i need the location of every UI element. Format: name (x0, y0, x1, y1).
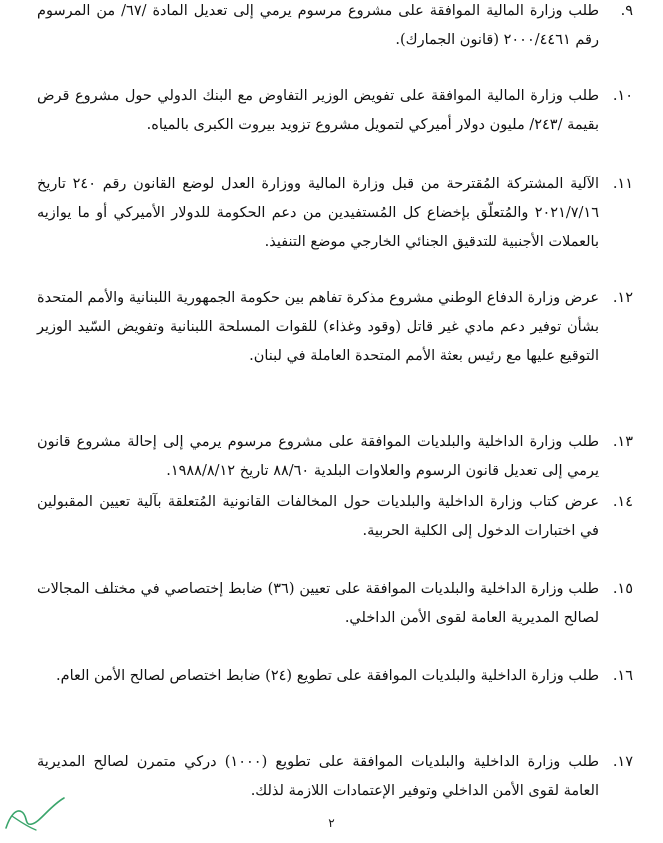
item-text: طلب وزارة المالية الموافقة على تفويض الوزير التفاوض مع البنك الدولي حول مشروع قرض بقيمة /٢٤٣/ مليون دولار أميركي لتمويل مشروع تزويد بيروت الكبرى بالمياه. (37, 88, 599, 133)
item-text: طلب وزارة المالية الموافقة على مشروع مرسوم يرمي إلى تعديل المادة /٦٧/ من المرسوم رقم ٢٠٠٠/٤٤٦١ (قانون الجمارك). (37, 3, 599, 48)
item-number: ١٧. (612, 754, 633, 770)
item-number: ١٢. (612, 290, 633, 306)
item-text: الآلية المشتركة المُقترحة من قبل وزارة المالية ووزارة العدل لوضع القانون رقم ٢٤٠ تاريخ ٢٠٢١/٧/١٦ والمُتعلّق بإخضاع كل المُستفيدين من دعم الحكومة للدولار الأميركي أو ما يوازيه بالعملات الأجنبية للتدقيق الجنائي الخارجي موضع التنفيذ. (37, 176, 599, 250)
item-number: ١٥. (612, 581, 633, 597)
agenda-item-16 (37, 662, 633, 691)
agenda-item-9 (37, 0, 633, 55)
item-number: ٩. (620, 3, 633, 19)
agenda-item-11 (37, 170, 633, 257)
item-number: ١٠. (612, 88, 633, 104)
item-number: ١١. (612, 176, 633, 192)
item-number: ١٣. (612, 434, 633, 450)
agenda-item-17 (37, 748, 633, 806)
item-number: ١٤. (612, 494, 633, 510)
item-text: طلب وزارة الداخلية والبلديات الموافقة على تعيين (٣٦) ضابط إختصاصي في مختلف المجالات لصالح المديرية العامة لقوى الأمن الداخلي. (37, 581, 599, 626)
item-text: طلب وزارة الداخلية والبلديات الموافقة على مشروع مرسوم يرمي إلى إحالة مشروع قانون يرمي إلى تعديل قانون الرسوم والعلاوات البلدية ٨٨/٦٠ تاريخ ١٩٨٨/٨/١٢. (37, 434, 599, 479)
item-text: طلب وزارة الداخلية والبلديات الموافقة على تطويع (٢٤) ضابط اختصاص لصالح الأمن العام. (55, 668, 599, 684)
agenda-item-10 (37, 82, 633, 140)
item-number: ١٦. (612, 668, 633, 684)
agenda-item-14 (37, 488, 633, 546)
page-number: ٢ (328, 816, 335, 830)
item-text: عرض كتاب وزارة الداخلية والبلديات حول المخالفات القانونية المُتعلقة بآلية تعيين المقبولين في اختبارات الدخول إلى الكلية الحربية. (37, 494, 599, 539)
item-text: طلب وزارة الداخلية والبلديات الموافقة على تطويع (١٠٠٠) دركي متمرن لصالح المديرية العامة لقوى الأمن الداخلي وتوفير الإعتمادات اللازمة لذلك. (37, 754, 599, 799)
agenda-item-12 (37, 284, 633, 371)
agenda-item-13 (37, 428, 633, 486)
item-text: عرض وزارة الدفاع الوطني مشروع مذكرة تفاهم بين حكومة الجمهورية اللبنانية والأمم المتحدة بشأن توفير دعم مادي غير قاتل (وقود وغذاء) للقوات المسلحة اللبنانية وتفويض السّيد الوزير التوقيع عليها مع رئيس بعثة الأمم المتحدة العاملة في لبنان. (37, 290, 599, 364)
agenda-item-15 (37, 575, 633, 633)
